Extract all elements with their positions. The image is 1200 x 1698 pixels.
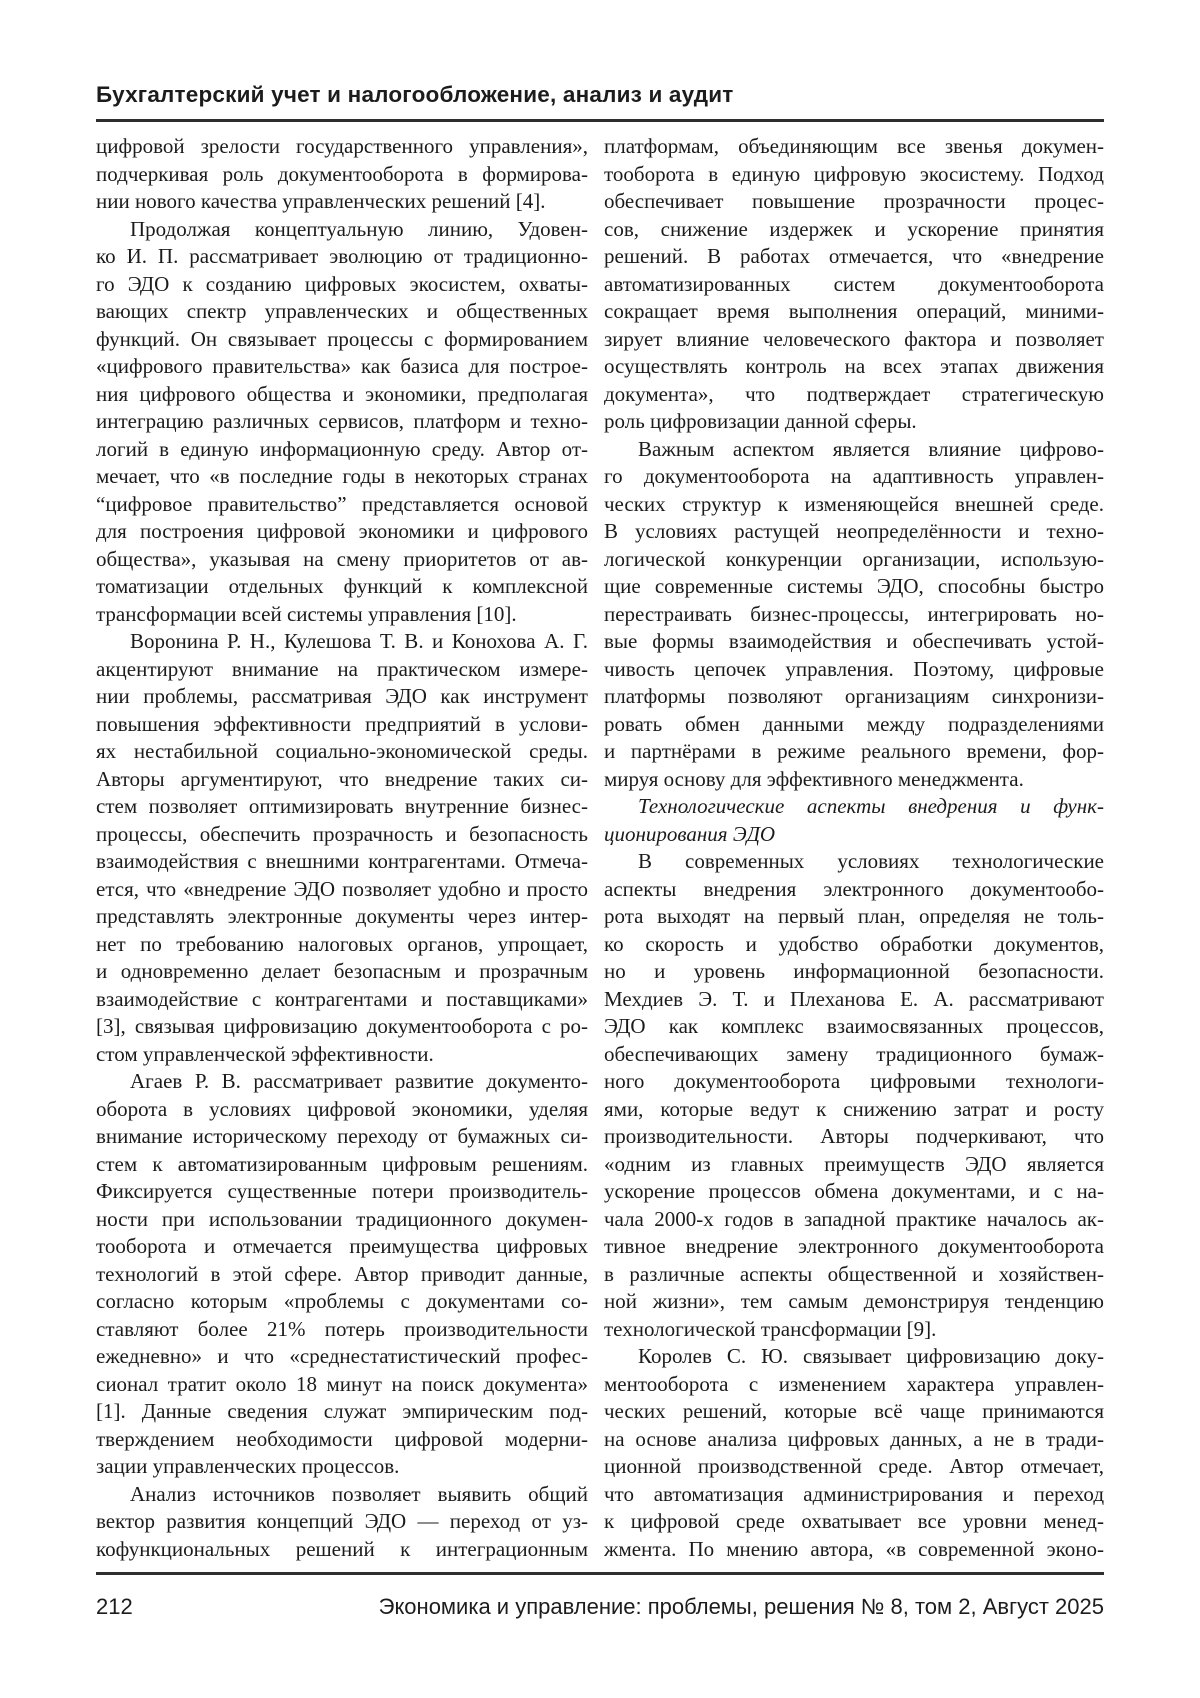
text-line: ционной производственной среде. Автор отмечает, (604, 1454, 1104, 1478)
text-line: подчеркивая роль документооборота в формирова- (96, 161, 588, 186)
text-line: [3], связывая цифровизацию документооборота с ро- (96, 1014, 588, 1038)
footer-rule (96, 1572, 1104, 1575)
text-line: обеспечивающих замену традиционного бумаж- (604, 1041, 1104, 1066)
text-line: повышения эффективности предприятий в услови- (96, 711, 588, 736)
text-line: ния цифрового общества и экономики, предполагая (96, 381, 588, 406)
text-line: оборота в условиях цифровой экономики, уделяя (96, 1096, 588, 1121)
text-line: цифровой зрелости государственного управления», (96, 134, 588, 158)
text-line: производительности. Авторы подчеркивают, что (604, 1124, 1104, 1148)
text-line: интеграцию различных сервисов, платформ и техно- (96, 409, 588, 433)
paragraph (96, 1068, 588, 1481)
text-line: Авторы аргументируют, что внедрение таких си- (96, 766, 588, 791)
text-line: «одним из главных преимуществ ЭДО является (604, 1151, 1104, 1176)
text-line: зации управленческих процессов. (96, 1454, 400, 1478)
text-line: представлять электронные документы через интер- (96, 904, 588, 928)
text-line: [1]. Данные сведения служат эмпирическим под- (96, 1399, 588, 1423)
text-line: ровать обмен данными между подразделениями (604, 711, 1104, 736)
text-line: что автоматизация администрирования и переход (604, 1481, 1104, 1506)
text-line: ментооборота с изменением характера управлен- (604, 1371, 1104, 1396)
text-line: сокращает время выполнения операций, миними- (604, 299, 1104, 323)
header-rule (96, 119, 1104, 122)
text-line: ставляют более 21% потерь производительности (96, 1316, 588, 1341)
text-line: процессы, обеспечить прозрачность и безопасность (96, 821, 588, 846)
text-line: стем позволяет оптимизировать внутренние бизнес- (96, 794, 588, 818)
paragraph (604, 436, 1104, 794)
text-line: «цифрового правительства» как базиса для построе- (96, 354, 588, 378)
page-number: 212 (96, 1594, 133, 1619)
text-line: сионал тратит около 18 минут на поиск документа» (96, 1371, 588, 1396)
text-line: чала 2000-х годов в западной практике началось ак- (604, 1206, 1104, 1231)
text-line: технологий в этой сфере. Автор приводит данные, (96, 1261, 588, 1286)
text-line: нии проблемы, рассматривая ЭДО как инструмент (96, 684, 588, 708)
column-right (604, 133, 1104, 1563)
text-line: В условиях растущей неопределённости и техно- (604, 519, 1104, 543)
text-line: взаимодействия с внешними контрагентами. Отмеча- (96, 849, 588, 873)
text-line: Фиксируется существенные потери производитель- (96, 1179, 588, 1203)
text-line: Мехдиев Э. Т. и Плеханова Е. А. рассматривают (604, 986, 1104, 1011)
text-line: жмента. По мнению автора, «в современной эконо- (604, 1536, 1104, 1561)
text-line: технологической трансформации [9]. (604, 1316, 937, 1341)
text-line: Анализ источников позволяет выявить общий (130, 1481, 588, 1506)
text-line: общества», указывая на смену приоритетов от ав- (96, 546, 588, 571)
text-line: к цифровой среде охватывает все уровни менед- (604, 1509, 1104, 1533)
text-line: акцентируют внимание на практическом измере- (96, 656, 588, 681)
text-line: щие современные системы ЭДО, способны быстро (604, 574, 1104, 598)
column-left (96, 133, 588, 1563)
text-line: тооборота и отмечается преимущества цифровых (96, 1234, 588, 1258)
text-line: ческих решений, которые всё чаще принимаются (604, 1399, 1104, 1423)
running-head-title: Бухгалтерский учет и налогообложение, анализ и аудит (96, 82, 734, 107)
text-line: стом управленческой эффективности. (96, 1041, 434, 1066)
text-line: вающих спектр управленческих и общественных (96, 299, 588, 323)
text-line: ется, что «внедрение ЭДО позволяет удобно и просто (96, 876, 588, 901)
text-line: В современных условиях технологические (638, 849, 1104, 873)
text-line: для построения цифровой экономики и цифрового (96, 519, 588, 543)
text-line: на основе анализа цифровых данных, а не в тради- (604, 1426, 1104, 1451)
text-line: Воронина Р. Н., Кулешова Т. В. и Конохова А. Г. (130, 629, 588, 653)
text-line: роль цифровизации данной сферы. (604, 409, 917, 433)
text-line: сов, снижение издержек и ускорение принятия (604, 216, 1104, 241)
subsection-heading (604, 793, 1104, 848)
text-line: трансформации всей системы управления [10]. (96, 601, 517, 626)
text-line: тивное внедрение электронного документооборота (604, 1234, 1104, 1258)
text-line: логий в единую информационную среду. Автор от- (96, 436, 588, 461)
text-line: нет по требованию налоговых органов, упрощает, (96, 931, 588, 956)
text-line: обеспечивает повышение прозрачности процес- (604, 189, 1104, 213)
text-line: функций. Он связывает процессы с формированием (96, 326, 588, 351)
text-line: внимание историческому переходу от бумажных си- (96, 1124, 588, 1148)
text-line: ческих структур к изменяющейся внешней среде. (604, 491, 1104, 516)
text-line: тверждением необходимости цифровой модерни- (96, 1426, 588, 1451)
text-line: чивость цепочек управления. Поэтому, цифровые (604, 656, 1104, 681)
paragraph (96, 1481, 588, 1564)
text-line: вые формы взаимодействия и обеспечивать устой- (604, 629, 1104, 653)
text-line: мечает, что «в последние годы в некоторых странах (96, 464, 588, 488)
text-line: но и уровень информационной безопасности. (604, 959, 1104, 983)
text-line: ежедневно» и что «среднестатистический профес- (96, 1344, 588, 1368)
text-line: тооборота в единую цифровую экосистему. Подход (604, 161, 1104, 186)
text-line: ного документооборота цифровыми технологи- (604, 1069, 1104, 1093)
text-line: вектор развития концепций ЭДО — переход от уз- (96, 1509, 588, 1533)
text-line: ях нестабильной социально-экономической среды. (96, 739, 588, 763)
article-body (96, 133, 1104, 1563)
text-line: аспекты внедрения электронного документообо- (604, 876, 1104, 901)
text-line: мируя основу для эффективного менеджмента. (604, 766, 1024, 791)
paragraph (604, 133, 1104, 436)
text-line: Важным аспектом является влияние цифрово- (638, 436, 1104, 461)
text-line: ко скорость и удобство обработки документов, (604, 931, 1104, 956)
paragraph (96, 133, 588, 216)
text-line: го ЭДО к созданию цифровых экосистем, охваты- (96, 271, 588, 296)
text-line: перестраивать бизнес-процессы, интегрировать но- (604, 601, 1104, 626)
text-line: нии нового качества управленческих решений [4]. (96, 189, 546, 213)
text-line: платформы позволяют организациям синхронизи- (604, 684, 1104, 708)
text-line: ционирования ЭДО (604, 821, 776, 846)
paragraph (604, 848, 1104, 1343)
text-line: Продолжая концептуальную линию, Удовен- (130, 216, 588, 241)
text-line: го документооборота на адаптивность управлен- (604, 464, 1104, 488)
text-line: ускорение процессов обмена документами, и с на- (604, 1179, 1104, 1203)
text-line: и одновременно делает безопасным и прозрачным (96, 959, 588, 983)
journal-citation-line: Экономика и управление: проблемы, решения № 8, том 2, Август 2025 (378, 1594, 1104, 1619)
text-line: согласно которым «проблемы с документами со- (96, 1289, 588, 1313)
text-line: ности при использовании традиционного докумен- (96, 1206, 588, 1231)
text-line: ко И. П. рассматривает эволюцию от традиционно- (96, 244, 588, 268)
text-line: Агаев Р. В. рассматривает развитие документо- (130, 1069, 588, 1093)
text-line: в различные аспекты общественной и хозяйствен- (604, 1261, 1104, 1286)
text-line: документа», что подтверждает стратегическую (604, 381, 1104, 406)
text-line: Технологические аспекты внедрения и функ- (638, 794, 1104, 818)
text-line: платформам, объединяющим все звенья докумен- (604, 134, 1104, 158)
text-line: ями, которые ведут к снижению затрат и росту (604, 1096, 1104, 1121)
paragraph (96, 628, 588, 1068)
text-line: томатизации отдельных функций к комплексной (96, 574, 588, 598)
paragraph (604, 1343, 1104, 1563)
text-line: зирует влияние человеческого фактора и позволяет (604, 326, 1104, 351)
text-line: стем к автоматизированным цифровым решениям. (96, 1151, 588, 1176)
text-line: решений. В работах отмечается, что «внедрение (604, 244, 1104, 268)
text-line: взаимодействие с контрагентами и поставщиками» (96, 986, 588, 1011)
text-line: “цифровое правительство” представляется основой (96, 491, 588, 516)
text-line: кофункциональных решений к интеграционным (96, 1536, 588, 1561)
page-footer (96, 1594, 1104, 1620)
text-line: осуществлять контроль на всех этапах движения (604, 354, 1104, 378)
text-line: ной жизни», тем самым демонстрируя тенденцию (604, 1289, 1104, 1313)
text-line: Королев С. Ю. связывает цифровизацию доку- (638, 1344, 1104, 1368)
text-line: и партнёрами в режиме реального времени, фор- (604, 739, 1104, 763)
text-line: рота выходят на первый план, определяя не толь- (604, 904, 1104, 928)
text-line: ЭДО как комплекс взаимосвязанных процессов, (604, 1014, 1104, 1038)
text-line: логической конкуренции организации, использую- (604, 546, 1104, 571)
paragraph (96, 216, 588, 629)
text-line: автоматизированных систем документооборота (604, 271, 1104, 296)
